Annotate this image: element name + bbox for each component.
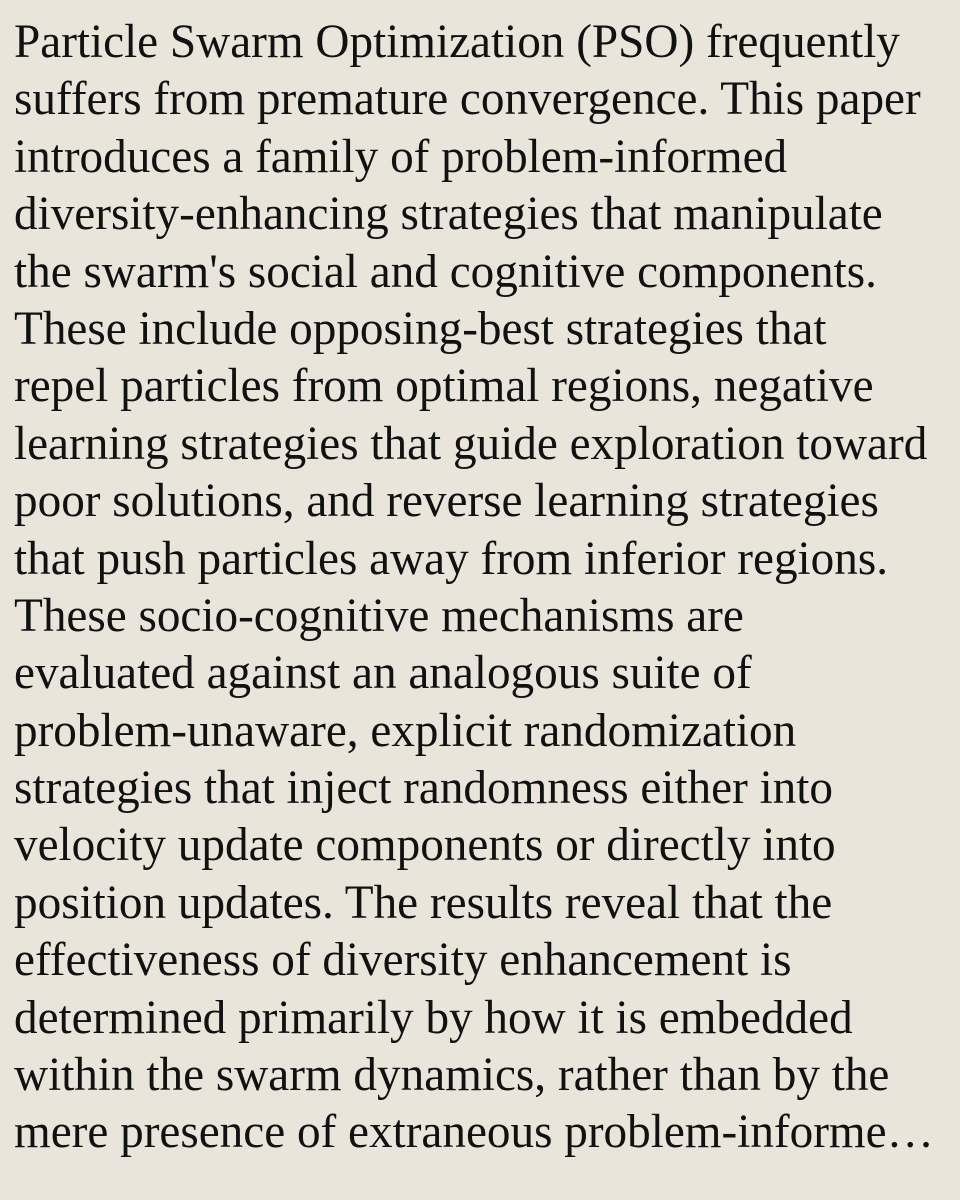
text-line: strategies that inject randomness either into	[14, 762, 833, 815]
text-line: velocity update components or directly into	[14, 819, 836, 872]
text-line: repel particles from optimal regions, negative	[14, 360, 874, 413]
text-line: the swarm's social and cognitive components.	[14, 245, 877, 298]
text-line: suffers from premature convergence. This paper	[14, 73, 921, 126]
text-line: diversity-enhancing strategies that manipulate	[14, 188, 883, 241]
abstract-text	[14, 14, 954, 1162]
text-line: Particle Swarm Optimization (PSO) frequently	[14, 16, 900, 68]
text-line: that push particles away from inferior regions.	[14, 532, 889, 585]
text-line: effectiveness of diversity enhancement is	[14, 934, 792, 987]
text-line: problem-unaware, explicit randomization	[14, 704, 797, 757]
text-line: learning strategies that guide exploration toward	[14, 417, 928, 470]
text-line: within the swarm dynamics, rather than by the	[14, 1049, 890, 1102]
text-line: determined primarily by how it is embedded	[14, 991, 853, 1044]
text-line: evaluated against an analogous suite of	[14, 647, 752, 700]
text-line: position updates. The results reveal that the	[14, 876, 833, 929]
text-line: mere presence of extraneous problem-informe…	[14, 1106, 934, 1159]
text-line: These include opposing-best strategies that	[14, 302, 827, 355]
text-line: poor solutions, and reverse learning strategies	[14, 475, 879, 528]
text-line: These socio-cognitive mechanisms are	[14, 589, 744, 642]
text-line: introduces a family of problem-informed	[14, 130, 788, 183]
